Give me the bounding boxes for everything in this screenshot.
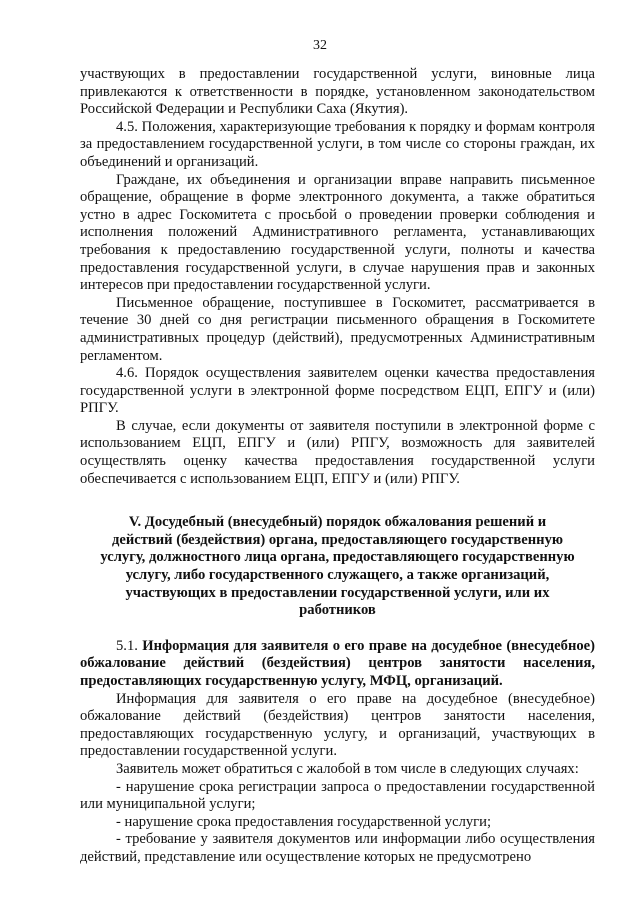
section-heading-line: работников: [299, 602, 376, 619]
section-heading-line: услугу, должностного лица органа, предоставляющего государственную: [100, 549, 575, 566]
section-heading-line: участвующих в предоставлении государственной услуги, или их: [125, 584, 550, 601]
section-heading: [80, 514, 595, 620]
document-body: [80, 66, 595, 867]
subsection-title: [80, 638, 595, 691]
section-heading-line: V. Досудебный (внесудебный) порядок обжалования решений и: [128, 514, 547, 531]
section-heading-line: услугу, либо государственного служащего, а также организаций,: [125, 567, 550, 584]
subsection-number: 5.1.: [116, 637, 143, 654]
paragraph: Граждане, их объединения и организации вправе направить письменное обращение, обращение в форме электронного документа, а также обратиться устно в адрес Госкомитета с просьбой о проведении проверки соблюдения и исполнения положений Административного регламента, устанавливающих требования к предоставлению государственной услуги, полноты и качества предоставления государственной услуги, в случае нарушения прав и законных интересов при предоставлении государственной услуги.: [80, 171, 595, 294]
bottom-paragraphs: [80, 691, 595, 867]
subsection-title-text: Информация для заявителя о его праве на досудебное (внесудебное) обжалование действий (бездействия) центров занятости населения, предоставляющих государственную услугу, МФЦ, организаций.: [80, 637, 595, 689]
section-heading-line: действий (бездействия) органа, предоставляющего государственную: [111, 531, 564, 548]
top-paragraphs: [80, 66, 595, 488]
paragraph: - требование у заявителя документов или информации либо осуществления действий, представление или осуществление которых не предусмотрено: [80, 831, 595, 865]
paragraph: В случае, если документы от заявителя поступили в электронной форме с использованием ЕЦП, ЕПГУ и (или) РПГУ, возможность для заявителей осуществлять оценку качества предоставления государственной услуги обеспечивается с использованием ЕЦП, ЕПГУ и (или) РПГУ.: [80, 417, 595, 487]
paragraph: Письменное обращение, поступившее в Госкомитет, рассматривается в течение 30 дней со дня регистрации письменного обращения в Госкомитете административных процедур (действий), предусмотренных Административным регламентом.: [80, 294, 595, 364]
paragraph: 4.5. Положения, характеризующие требования к порядку и формам контроля за предоставлением государственной услуги, в том числе со стороны граждан, их объединений и организаций.: [80, 118, 595, 170]
paragraph: 4.6. Порядок осуществления заявителем оценки качества предоставления государственной услуги в электронной форме посредством ЕЦП, ЕПГУ и (или) РПГУ.: [80, 365, 595, 417]
paragraph: - нарушение срока предоставления государственной услуги;: [116, 813, 492, 830]
paragraph: Информация для заявителя о его праве на досудебное (внесудебное) обжалование действий (бездействия) центров занятости населения, предоставляющих государственную услугу, и организаций, участвующих в предоставлении государственной услуги.: [80, 690, 595, 760]
paragraph: участвующих в предоставлении государственной услуги, виновные лица привлекаются к ответственности в порядке, установленном законодательством Российской Федерации и Республики Саха (Якутия).: [80, 66, 595, 118]
paragraph: Заявитель может обратиться с жалобой в том числе в следующих случаях:: [116, 760, 579, 777]
paragraph: - нарушение срока регистрации запроса о предоставлении государственной или муниципальной услуги;: [80, 778, 595, 813]
page-number: 32: [313, 38, 327, 53]
